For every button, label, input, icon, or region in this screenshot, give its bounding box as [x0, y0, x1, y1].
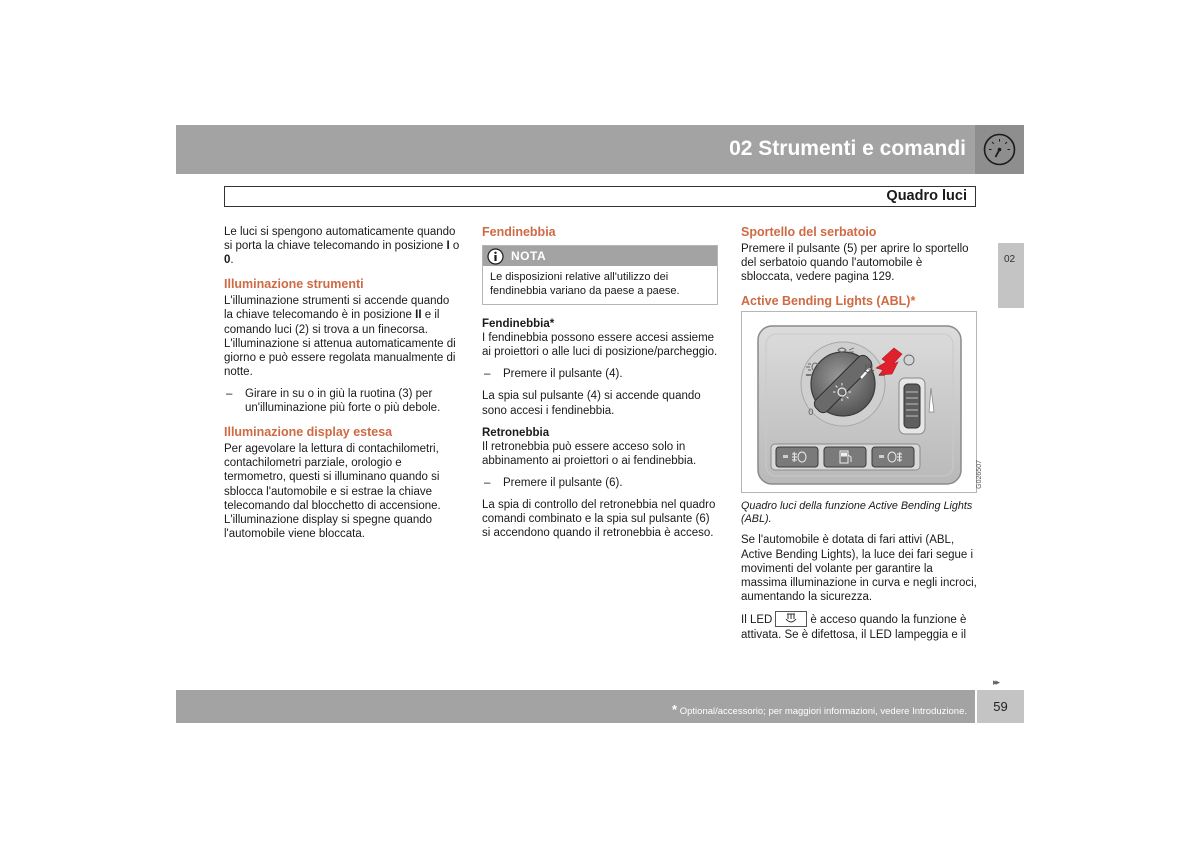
heading-front-fog-lights: Fendinebbia* — [482, 318, 555, 331]
abl-symbol-icon — [776, 612, 806, 626]
front-fog-paragraph: I fendinebbia possono essere accesi assieme ai proiettori o alle luci di posizione/parcheggio. — [482, 332, 718, 359]
gauge-icon-box — [975, 125, 1024, 174]
fuel-door-paragraph: Premere il pulsante (5) per aprire lo sportello del serbatoio quando l'automobile è sbloccata, vedere pagina 129. — [741, 243, 969, 284]
note-box — [482, 245, 718, 305]
page-number: 59 — [993, 699, 1008, 714]
column-middle — [482, 225, 718, 548]
section-header — [224, 186, 976, 207]
heading-instrument-lighting: Illuminazione strumenti — [224, 277, 364, 292]
figure-code: G026507 — [976, 460, 983, 490]
note-box-header — [483, 246, 717, 266]
light-switch-panel-figure — [741, 311, 983, 493]
chapter-side-tab[interactable] — [998, 243, 1024, 308]
note-text: Le disposizioni relative all'utilizzo dei fendinebbia variano da paese a paese. — [490, 271, 680, 297]
rear-fog-paragraph: Il retronebbia può essere acceso solo in abbinamento ai proiettori o ai fendinebbia. — [482, 440, 697, 467]
display-lighting-paragraph: Per agevolare la lettura di contachilometri, contachilometri parziale, orologio e termometro, questi si illuminano quando si sblocca l'automobile e si estrae la chiave telecomando dal blocchetto di accensione. L'illuminazione display si spegne quando l'automobile viene bloccata. — [224, 443, 441, 540]
footer-note: * Optional/accessorio; per maggiori informazioni, vedere Introduzione. — [672, 702, 967, 717]
continue-arrows-icon: ▸▸ — [993, 677, 999, 687]
light-switch-panel-illustration — [742, 312, 976, 492]
svg-text:0: 0 — [808, 408, 814, 419]
footer-bar — [176, 690, 975, 723]
info-icon — [487, 248, 504, 265]
heading-rear-fog-light: Retronebbia — [482, 426, 550, 439]
chapter-title: 02 Strumenti e comandi — [729, 137, 966, 160]
heading-extended-display-lighting: Illuminazione display estesa — [224, 425, 393, 440]
heading-active-bending-lights: Active Bending Lights (ABL)* — [741, 294, 916, 309]
intro-paragraph: Le luci si spengono automaticamente quando si porta la chiave telecomando in posizione I o 0. — [224, 226, 460, 267]
note-label: NOTA — [511, 249, 547, 264]
chapter-header-bar — [176, 125, 1024, 174]
abl-description-paragraph: Se l'automobile è dotata di fari attivi (ABL, Active Bending Lights), la luce dei fari segue i movimenti del volante per garantire la massima illuminazione in curva e negli incroci, aumentando la sicurezza. — [741, 534, 977, 603]
heading-fuel-filler-door: Sportello del serbatoio — [741, 225, 877, 239]
figure-caption: Quadro luci della funzione Active Bending Lights (ABL). — [741, 500, 973, 525]
instrument-lighting-paragraph: L'illuminazione strumenti si accende quando la chiave telecomando è in posizione II e il comando luci (2) si trova a un finecorsa. L'illuminazione si attenua automaticamente di giorno e può essere regolata manualmente di notte. — [224, 295, 456, 378]
rear-fog-indicator-paragraph: La spia di controllo del retronebbia nel quadro comandi combinato e la spia sul pulsante (6) si accendono quando il retronebbia è acceso. — [482, 499, 716, 540]
front-fog-indicator-paragraph: La spia sul pulsante (4) si accende quando sono accesi i fendinebbia. — [482, 390, 701, 417]
page-number-box — [977, 690, 1024, 723]
abl-led-paragraph: Il LED è acceso quando la funzione è attivata. Se è difettosa, il LED lampeggia e il — [741, 612, 977, 642]
list-item: – Girare in su o in giù la ruotina (3) per un'illuminazione più forte o più debole. — [226, 387, 441, 415]
list-item: – Premere il pulsante (6). — [484, 476, 623, 489]
heading-fog-lights: Fendinebbia — [482, 225, 556, 239]
list-item: – Premere il pulsante (4). — [484, 368, 623, 381]
section-title: Quadro luci — [886, 188, 967, 204]
speedometer-icon — [983, 133, 1016, 166]
chapter-side-tab-label: 02 — [1004, 254, 1016, 265]
column-right — [741, 225, 983, 650]
column-left — [224, 225, 460, 549]
abl-led-icon — [775, 611, 807, 627]
